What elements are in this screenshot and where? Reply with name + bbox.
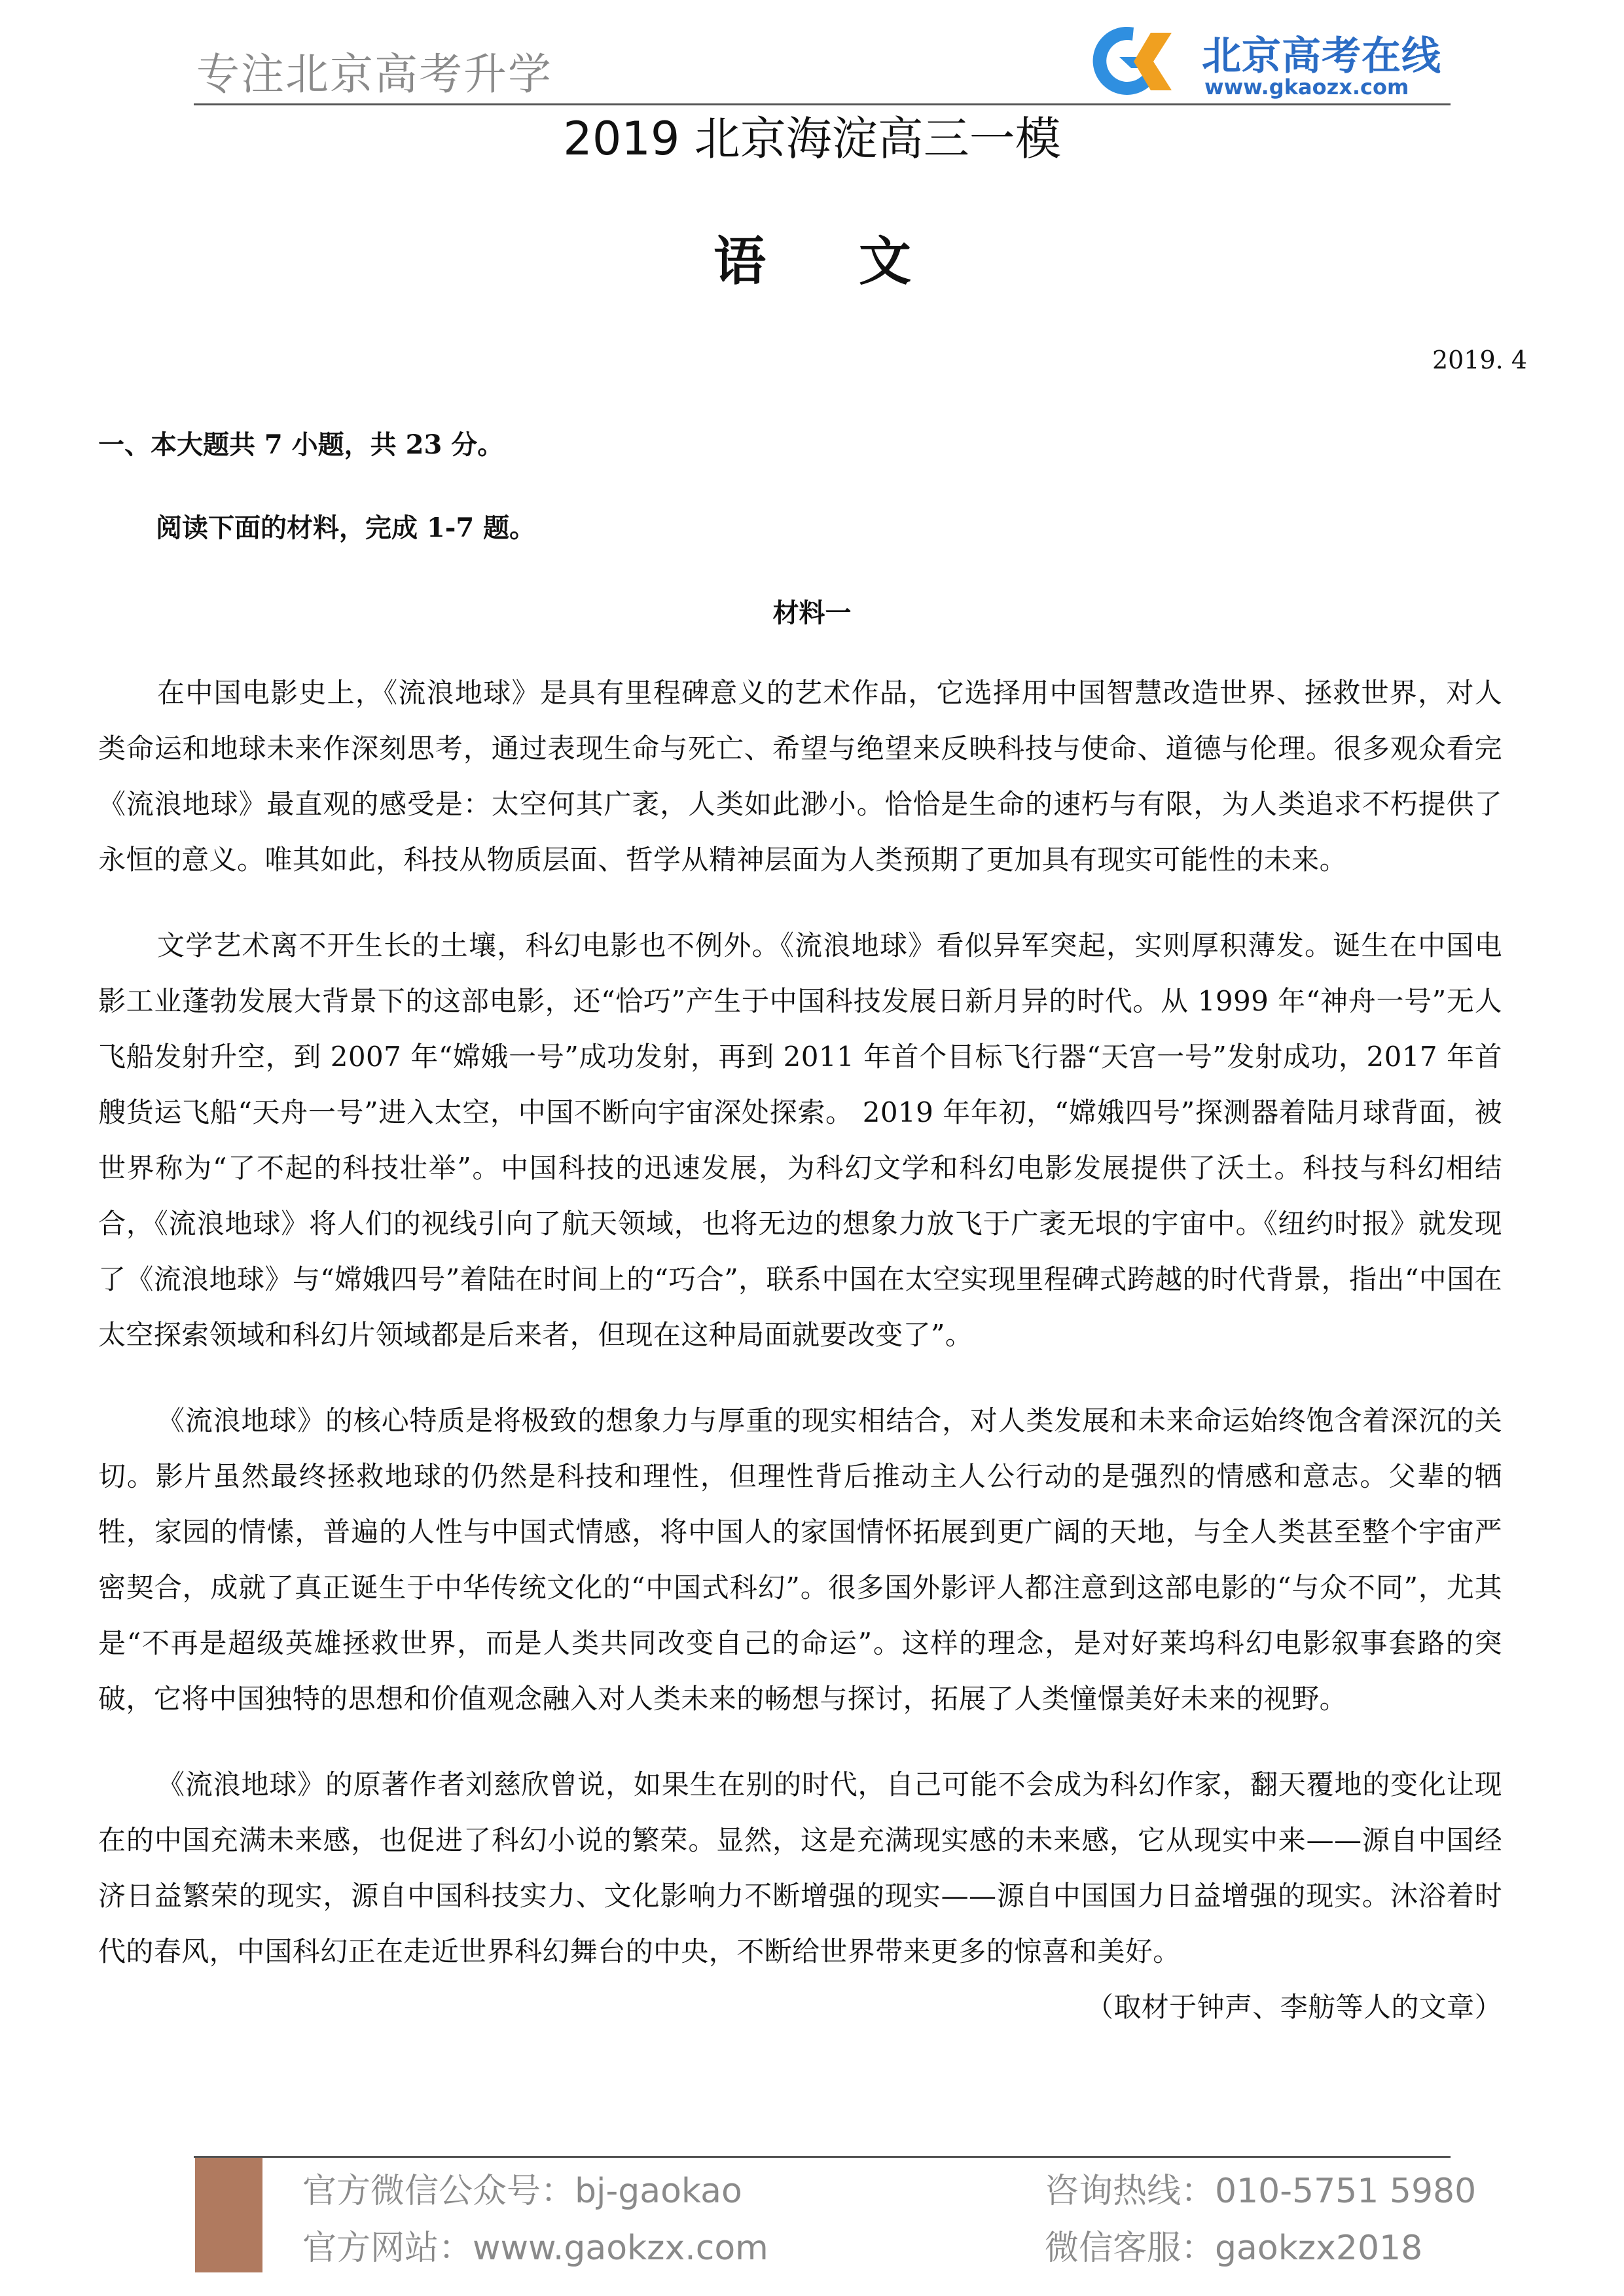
- subject-char-2: 文: [859, 230, 911, 292]
- paragraph-3: 《流浪地球》的核心特质是将极致的想象力与厚重的现实相结合，对人类发展和未来命运始终饱含着深沉的关切。影片虽然最终拯救地球的仍然是科技和理性，但理性背后推动主人公行动的是强烈的情感和意志。父辈的牺牲，家园的情愫，普遍的人性与中国式情感，将中国人的家国情怀拓展到更广阔的天地，与全人类甚至整个宇宙严密契合，成就了真正诞生于中华传统文化的“中国式科幻”。很多国外影评人都注意到这部电影的“与众不同”，尤其是“不再是超级英雄拯救世界，而是人类共同改变自己的命运”。这样的理念，是对好莱坞科幻电影叙事套路的突破，它将中国独特的思想和价值观念融入对人类未来的畅想与探讨，拓展了人类憧憬美好未来的视野。: [98, 1405, 1502, 1715]
- source-note: （取材于钟声、李舫等人的文章）: [1085, 1991, 1502, 2023]
- material-body: [98, 665, 1502, 2035]
- paragraph-4: [98, 1757, 1502, 2023]
- exam-title: 2019 北京海淀高三一模: [563, 112, 1061, 166]
- section-heading: 一、本大题共 7 小题，共 23 分。: [98, 429, 504, 460]
- paragraph-2: 文学艺术离不开生长的土壤，科幻电影也不例外。《流浪地球》看似异军突起，实则厚积薄发。诞生在中国电影工业蓬勃发展大背景下的这部电影，还“恰巧”产生于中国科技发展日新月异的时代。从 1999 年“神舟一号”无人飞船发射升空，到 2007 年“嫦娥一号”成功发射，再到 2011 年首个目标飞行器“天宫一号”发射成功，2017 年首艘货运飞船“天舟一号”进入太空，中国不断向宇宙深处探索。 2019 年年初，“嫦娥四号”探测器着陆月球背面，被世界称为“了不起的科技壮举”。中国科技的迅速发展，为科幻文学和科幻电影发展提供了沃土。科技与科幻相结合，《流浪地球》将人们的视线引向了航天领域，也将无边的想象力放飞于广袤无垠的宇宙中。《纽约时报》就发现了《流浪地球》与“嫦娥四号”着陆在时间上的“巧合”，联系中国在太空实现里程碑式跨越的时代背景，指出“中国在太空探索领域和科幻片领域都是后来者，但现在这种局面就要改变了”。: [98, 929, 1502, 1351]
- footer-divider: [194, 2156, 1451, 2158]
- material-title: 材料一: [772, 598, 852, 628]
- site-logo: [1074, 21, 1453, 103]
- subject-char-1: 语: [713, 230, 766, 292]
- footer-accent-bar: [195, 2158, 262, 2272]
- logo-url: www.gkaozx.com: [1204, 75, 1409, 99]
- footer-hotline: 咨询热线：010-5751 5980: [1045, 2172, 1477, 2211]
- reading-instruction: 阅读下面的材料，完成 1-7 题。: [156, 512, 536, 543]
- header-slogan: 专注北京高考升学: [196, 49, 552, 99]
- gk-logo-icon: [1074, 21, 1191, 103]
- paragraph-1: 在中国电影史上，《流浪地球》是具有里程碑意义的艺术作品，它选择用中国智慧改造世界、拯救世界，对人类命运和地球未来作深刻思考，通过表现生命与死亡、希望与绝望来反映科技与使命、道德与伦理。很多观众看完《流浪地球》最直观的感受是：太空何其广袤，人类如此渺小。恰恰是生命的速朽与有限，为人类追求不朽提供了永恒的意义。唯其如此，科技从物质层面、哲学从精神层面为人类预期了更加具有现实可能性的未来。: [98, 677, 1502, 876]
- footer-website: 官方网站：www.gaokzx.com: [302, 2229, 768, 2268]
- footer-service: 微信客服：gaokzx2018: [1045, 2229, 1423, 2268]
- exam-date: 2019. 4: [1432, 346, 1527, 374]
- paragraph-4-text: 《流浪地球》的原著作者刘慈欣曾说，如果生在别的时代，自己可能不会成为科幻作家，翻天覆地的变化让现在的中国充满未来感，也促进了科幻小说的繁荣。显然，这是充满现实感的未来感，它从现实中来——源自中国经济日益繁荣的现实，源自中国科技实力、文化影响力不断增强的现实——源自中国国力日益增强的现实。沐浴着时代的春风，中国科幻正在走近世界科幻舞台的中央，不断给世界带来更多的惊喜和美好。: [98, 1768, 1502, 1967]
- footer-wechat: 官方微信公众号：bj-gaokao: [302, 2172, 742, 2211]
- logo-text: 北京高考在线: [1202, 33, 1441, 79]
